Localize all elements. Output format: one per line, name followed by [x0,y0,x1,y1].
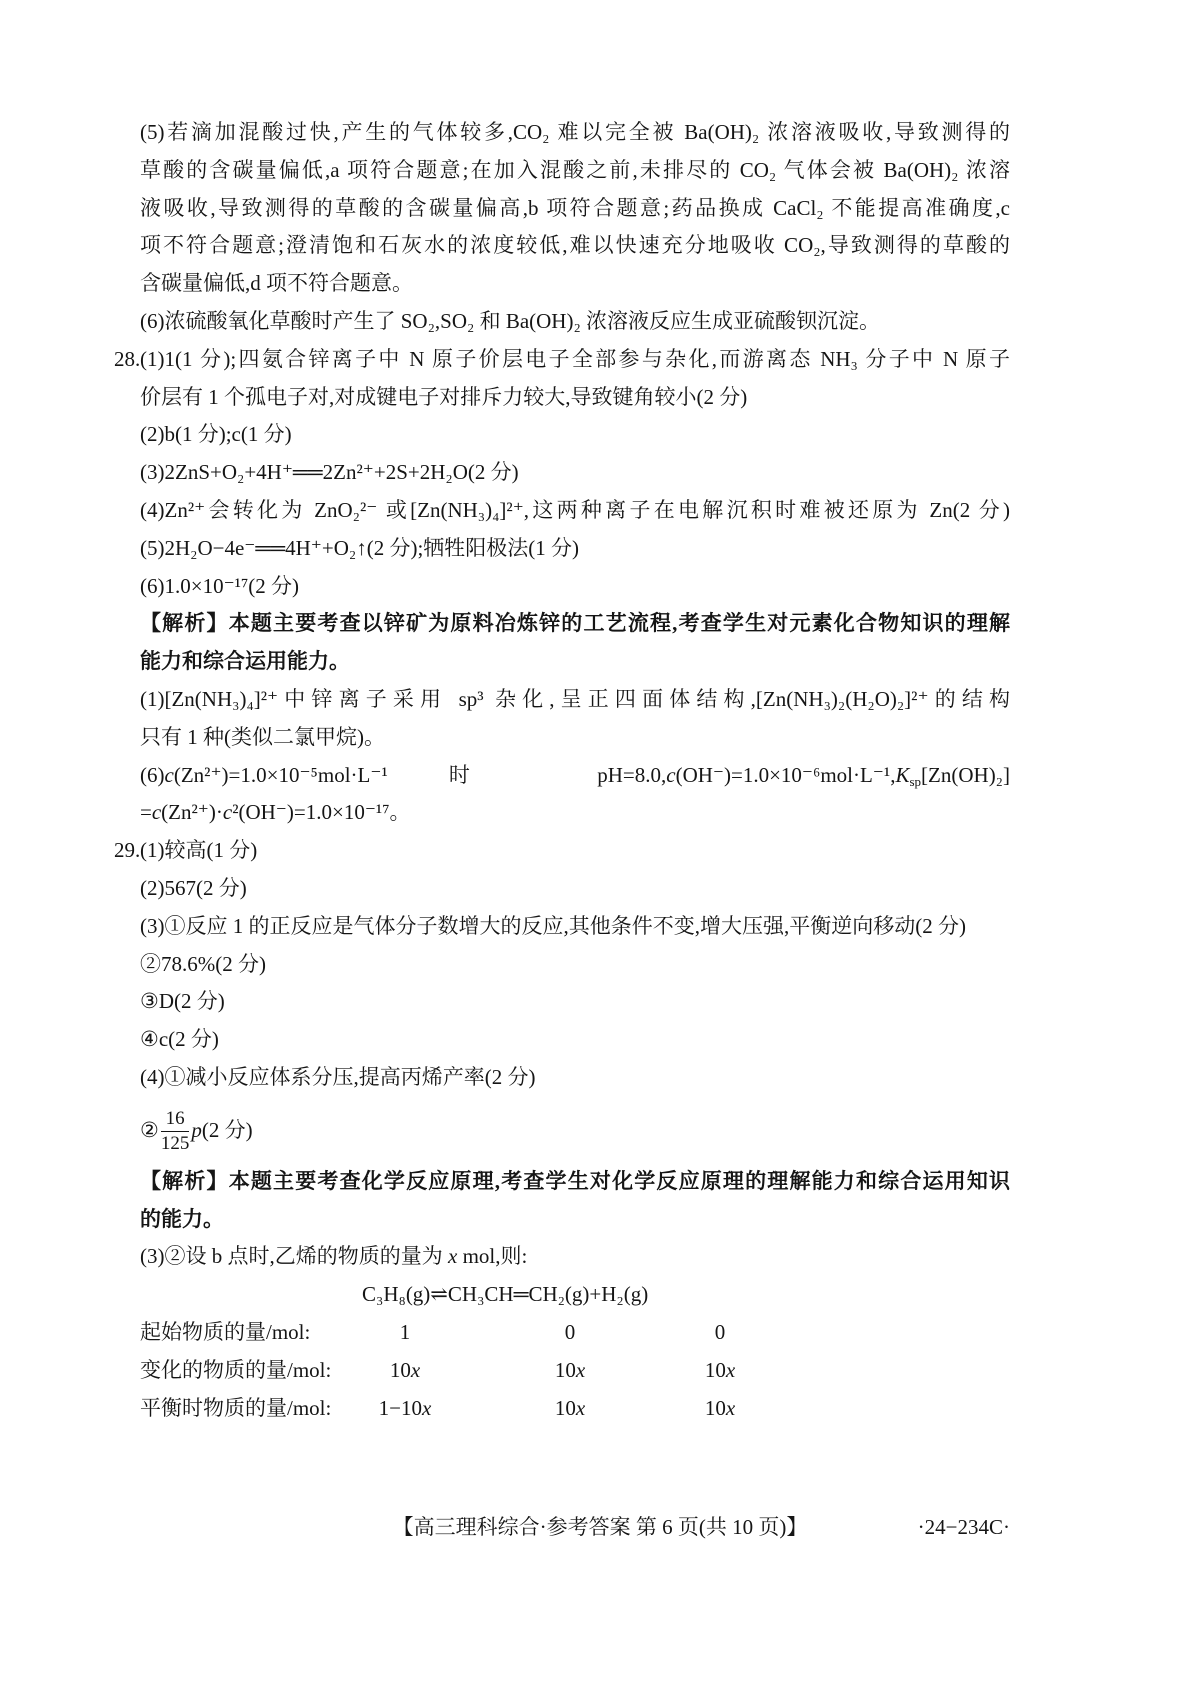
q27-item5-line-1: (5)若滴加混酸过快,产生的气体较多,CO₂ 难以完全被 Ba(OH)₂ 浓溶液吸收,导致测得的 [140,120,1010,144]
q27-item5-line-3: 液吸收,导致测得的草酸的含碳量偏高,b 项符合题意;药品换成 CaCl₂ 不能提高准确度,c [140,195,1010,220]
cell-number: 10 [704,1395,726,1420]
variable-x: x [448,1244,458,1269]
row-label: 变化的物质的量/mol: [140,1357,332,1382]
q29-answer1-line [114,832,1010,870]
question-number-28: 28. [114,346,141,371]
q28-analysis-item1-line-1: (1)[Zn(NH₃)₄]²⁺中锌离子采用 sp³ 杂化,呈正四面体结构,[Zn(NH₃)₂(H₂O)₂]²⁺的结构 [140,686,1010,711]
document-code: ·24−234C· [917,1515,1010,1539]
text-segment: (Zn²⁺)· [161,800,223,825]
text-segment: (OH⁻)=1.0×10⁻⁶mol·L⁻¹, [675,762,896,787]
q29-answer4-line-2 [140,1097,1010,1163]
cell-variable: x [725,1357,736,1382]
table-cell [335,1314,475,1352]
q28-answer1-text: (1)1(1 分);四氨合锌离子中 N 原子价层电子全部参与杂化,而游离态 NH₃ 分子中 N 原子 [140,346,1010,371]
table-cell [335,1390,475,1428]
table-row-initial [140,1314,1010,1352]
table-cell [335,1352,475,1390]
table-cell [650,1314,790,1352]
q28-answer4-line: (4)Zn²⁺会转化为 ZnO₂²⁻ 或[Zn(NH₃)₄]²⁺,这两种离子在电解沉积时难被还原为 Zn(2 分) [140,497,1010,522]
q28-analysis-item6-line-1 [140,757,1010,795]
variable-c: c [151,800,162,825]
q28-answer2-line: (2)b(1 分);c(1 分) [140,422,292,447]
q29-answer4-line-1: (4)①减小反应体系分压,提高丙烯产率(2 分) [140,1064,536,1089]
text-segment: ²(OH⁻)=1.0×10⁻¹⁷。 [232,800,411,825]
q29-answer3-line-4: ④c(2 分) [140,1027,219,1052]
q29-analysis-intro-line-2: 的能力。 [140,1206,224,1231]
q28-answer6-line: (6)1.0×10⁻¹⁷(2 分) [140,573,300,598]
q28-answer1-line-2: 价层有 1 个孤电子对,对成键电子对排斥力较大,导致键角较小(2 分) [140,384,748,409]
cell-number: 10 [704,1357,726,1382]
variable-c: c [666,762,676,787]
q28-answer5-line: (5)2H₂O−4e⁻══4H⁺+O₂↑(2 分);牺牲阳极法(1 分) [140,535,580,560]
q29-analysis-intro-text: 本题主要考查化学反应原理,考查学生对化学反应原理的理解能力和综合运用知识 [228,1168,1011,1193]
q27-item5-line-5: 含碳量偏低,d 项不符合题意。 [140,271,413,296]
page-footer: 【高三理科综合·参考答案 第 6 页(共 10 页)】 [392,1515,808,1539]
page-content [114,114,1011,1427]
table-cell [500,1390,640,1428]
reaction-equation: C₃H₈(g)⇌CH₃CH═CH₂(g)+H₂(g) [362,1282,649,1307]
text-segment: (3)②设 b 点时,乙烯的物质的量为 [140,1244,448,1269]
q27-item5-line-4: 项不符合题意;澄清饱和石灰水的浓度较低,难以快速充分地吸收 CO₂,导致测得的草酸的 [140,233,1010,258]
cell-number: 0 [714,1319,726,1344]
fraction-denominator: 125 [160,1133,190,1155]
table-cell [650,1352,790,1390]
variable-k: K [895,762,910,787]
q29-answer3-line-1: (3)①反应 1 的正反应是气体分子数增大的反应,其他条件不变,增大压强,平衡逆向移动(2 分) [140,913,966,938]
cell-variable: x [422,1395,432,1420]
row-label: 起始物质的量/mol: [140,1319,311,1344]
text-segment: (Zn²⁺)=1.0×10⁻⁵mol·L⁻¹时 pH=8.0, [173,762,667,787]
q28-analysis-intro-line-1 [140,605,1010,643]
variable-c: c [222,800,233,825]
q28-answer1-line-1 [114,341,1010,379]
q28-analysis-intro-text: 本题主要考查以锌矿为原料冶炼锌的工艺流程,考查学生对元素化合物知识的理解 [228,611,1011,636]
score-text: (2 分) [201,1117,253,1142]
q27-item6-line: (6)浓硫酸氧化草酸时产生了 SO₂,SO₂ 和 Ba(OH)₂ 浓溶液反应生成亚硫酸钡沉淀。 [140,308,881,333]
text-segment: [Zn(OH)₂] [921,762,1010,787]
fraction [161,1107,190,1156]
subscript-sp: sp [909,773,922,789]
circled-number: ② [140,1117,159,1142]
q29-answer3-line-3: ③D(2 分) [140,989,225,1014]
fraction-numerator: 16 [161,1107,190,1132]
q29-analysis-intro-line-1 [140,1163,1010,1201]
q28-analysis-item1-line-2: 只有 1 种(类似二氯甲烷)。 [140,724,385,749]
question-number-29: 29. [114,838,141,863]
text-segment: mol,则: [457,1244,528,1269]
q29-answer1-text: (1)较高(1 分) [140,838,258,863]
cell-number: 10 [554,1357,576,1382]
analysis-label: 【解析】 [140,611,229,636]
variable-c: c [164,762,174,787]
q28-answer3-line: (3)2ZnS+O₂+4H⁺══2Zn²⁺+2S+2H₂O(2 分) [140,460,519,485]
table-cell [500,1314,640,1352]
table-row-change [140,1352,1010,1390]
q29-answer3-line-2: ②78.6%(2 分) [140,951,266,976]
cell-number: 10 [389,1357,411,1382]
q28-analysis-intro-line-2: 能力和综合运用能力。 [140,649,350,674]
text-segment: (6) [140,762,165,787]
cell-variable: x [575,1395,586,1420]
q29-analysis-item3-line [140,1238,1010,1276]
table-cell [500,1352,640,1390]
variable-p: p [191,1117,202,1142]
row-label: 平衡时物质的量/mol: [140,1395,332,1420]
cell-variable: x [575,1357,586,1382]
analysis-label: 【解析】 [140,1168,229,1193]
cell-number: 0 [564,1319,576,1344]
q29-answer2-line: (2)567(2 分) [140,875,247,900]
cell-variable: x [410,1357,421,1382]
cell-number: 10 [554,1395,576,1420]
table-cell [650,1390,790,1428]
cell-number: 1 [399,1319,411,1344]
table-row-equilibrium [140,1390,1010,1428]
q28-analysis-item6-line-2 [140,794,1010,832]
cell-variable: x [725,1395,736,1420]
q27-item5-line-2: 草酸的含碳量偏低,a 项符合题意;在加入混酸之前,未排尽的 CO₂ 气体会被 Ba(OH)₂ 浓溶 [140,157,1010,182]
text-segment: = [140,800,152,825]
cell-number: 1−10 [378,1395,422,1420]
